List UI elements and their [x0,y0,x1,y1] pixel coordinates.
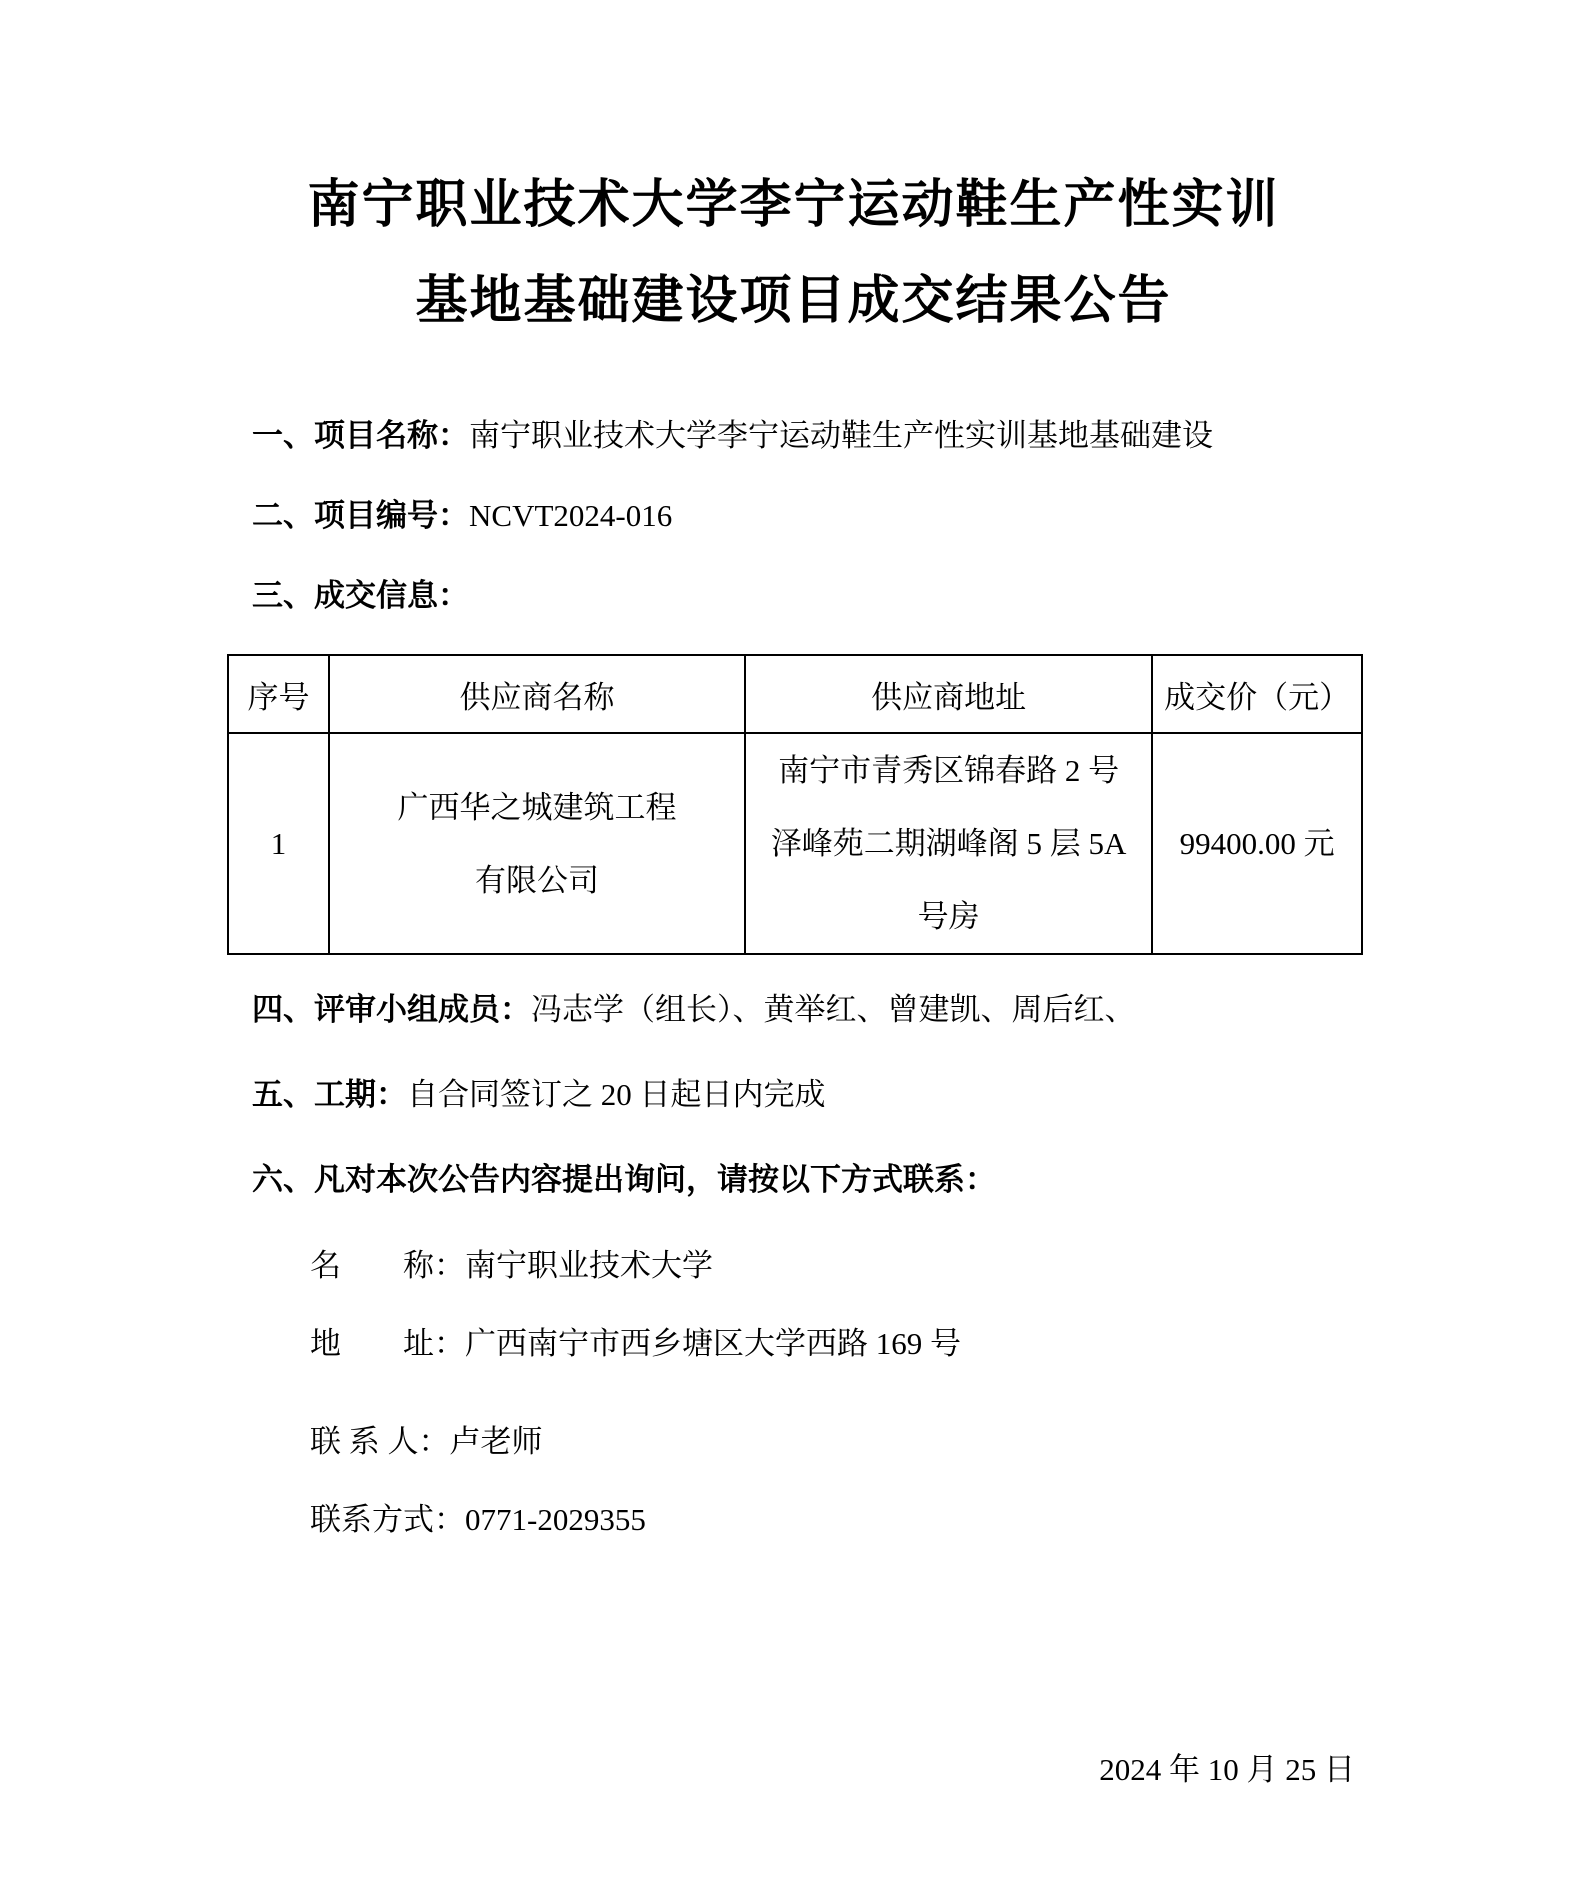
item-duration [252,1076,1467,1114]
contact-person-line [310,1422,1427,1462]
cell-supplier-address [745,733,1152,954]
cell-price [1152,733,1362,954]
supplier-address-line1: 南宁市青秀区锦春路 2 号 [778,753,1120,788]
item-review-panel [252,991,1467,1029]
item-project-number-value: NCVT2024-016 [469,498,673,533]
contact-phone-label: 联系方式： [310,1502,465,1537]
supplier-name-line1: 广西华之城建筑工程 [397,789,677,825]
cell-seq [228,733,329,954]
contact-person-label: 联 系 人： [310,1424,450,1459]
table-header-supplier-name: 供应商名称 [329,655,745,733]
item-inquiry-notice-label: 六、凡对本次公告内容提出询问，请按以下方式联系： [252,1162,996,1197]
section-list-bottom [252,991,1467,1199]
table-header-supplier-address: 供应商地址 [745,655,1152,733]
table-header-seq: 序号 [228,655,329,733]
award-table [227,654,1363,955]
contact-person-value: 卢老师 [449,1424,543,1459]
item-project-number [252,494,1427,538]
contact-phone-value: 0771-2029355 [465,1502,646,1537]
contact-name-label: 名 称： [310,1248,465,1283]
award-table-header-row [228,655,1362,733]
cell-seq-value: 1 [270,826,287,861]
document-title [0,158,1587,350]
item-review-panel-value: 冯志学（组长）、黄举红、曾建凯、周后红、 [531,992,1136,1027]
document-title-line2: 基地基础建设项目成交结果公告 [415,273,1172,330]
contact-name-line [310,1246,1427,1286]
contact-name-value: 南宁职业技术大学 [465,1248,713,1283]
document-date: 2024 年 10 月 25 日 [1099,1752,1355,1787]
contact-address-line [310,1324,1427,1364]
document-title-line1: 南宁职业技术大学李宁运动鞋生产性实训 [307,177,1280,234]
supplier-address-line3: 号房 [917,899,980,934]
price-value: 99400.00 元 [1179,826,1335,861]
item-review-panel-label: 四、评审小组成员： [252,992,531,1027]
contact-address-label: 地 址： [310,1326,465,1361]
supplier-address-line2: 泽峰苑二期湖峰阁 5 层 5A [770,826,1127,861]
item-duration-value: 自合同签订之 20 日起日内完成 [407,1077,826,1112]
item-duration-label: 五、工期： [252,1077,407,1112]
cell-supplier-name [329,733,745,954]
supplier-name-line2: 有限公司 [475,862,599,898]
item-project-name-value: 南宁职业技术大学李宁运动鞋生产性实训基地基础建设 [469,418,1213,453]
item-project-number-label: 二、项目编号： [252,498,469,533]
contact-block [310,1246,1427,1540]
item-inquiry-notice [252,1161,1467,1199]
item-award-info [252,574,1427,618]
item-project-name [252,414,1427,458]
section-list-top [252,414,1427,618]
table-header-price: 成交价（元） [1152,655,1362,733]
table-row [228,733,1362,954]
item-project-name-label: 一、项目名称： [252,418,469,453]
contact-phone-line [310,1500,1427,1540]
contact-address-value: 广西南宁市西乡塘区大学西路 169 号 [465,1326,961,1361]
item-award-info-label: 三、成交信息： [252,578,469,613]
